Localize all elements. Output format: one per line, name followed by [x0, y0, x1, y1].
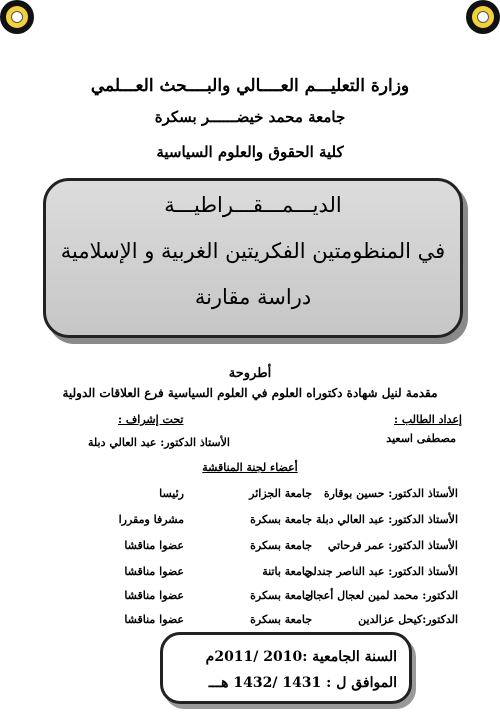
faculty-heading: كلية الحقوق والعلوم السياسية: [156, 143, 344, 161]
member-role: عضوا مناقشا: [124, 613, 184, 626]
member-university: جامعة بسكرة: [250, 613, 312, 626]
university-logo-right: [466, 0, 500, 34]
member-name: الأستاذ الدكتور: حسين بوقارة: [323, 487, 458, 500]
committee-row: [60, 513, 458, 533]
committee-row: [60, 613, 458, 633]
committee-row: [60, 539, 458, 559]
logo-center: [477, 11, 489, 23]
committee-row: [60, 487, 458, 507]
member-university: جامعة بسكرة: [250, 539, 312, 552]
member-name: الدكتور: محمد لمين لعجال أعجال: [305, 589, 458, 602]
member-name: الأستاذ الدكتور: عمر فرحاتي: [327, 539, 458, 552]
prepared-by-label: إعداد الطالب :: [393, 413, 462, 426]
student-name: مصطفى اسعيد: [386, 432, 456, 445]
supervisor-name: الأستاذ الدكتور: عبد العالي دبلة: [88, 436, 230, 449]
thesis-title-study: دراسة مقارنة: [194, 285, 312, 309]
academic-year-gregorian: السنة الجامعية :2010 /2011م: [205, 649, 397, 665]
member-role: عضوا مناقشا: [124, 565, 184, 578]
member-role: رئيسا: [159, 487, 184, 500]
academic-year-hijri: الموافق ل : 1431 /1432 هـــ: [208, 675, 397, 691]
university-logo-left: [0, 0, 34, 34]
member-role: مشرفا ومقررا: [118, 513, 184, 526]
thesis-title-sub: في المنظومتين الفكريتين الغربية و الإسلامية: [60, 239, 446, 263]
supervision-label: تحت إشراف :: [118, 413, 184, 426]
ministry-heading: وزارة التعليـــم العــــالي والبــــحث العـــلمي: [90, 76, 410, 96]
university-heading: جامعة محمد خيضــــــر بسكرة: [154, 108, 346, 126]
degree-statement: مقدمة لنيل شهادة دكتوراه العلوم في العلوم السياسية فرع العلاقات الدولية: [62, 386, 438, 400]
committee-row: [60, 589, 458, 609]
thesis-title-box: [43, 178, 463, 338]
academic-year-box: [160, 632, 412, 704]
thesis-label: أطروحة: [228, 366, 272, 381]
member-role: عضوا مناقشا: [124, 539, 184, 552]
member-university: جامعة بسكرة: [250, 513, 312, 526]
committee-heading: أعضاء لجنة المناقشة: [202, 461, 298, 474]
committee-row: [60, 565, 458, 585]
member-role: عضوا مناقشا: [124, 589, 184, 602]
thesis-title-main: الديـــمـــقـــراطيـــة: [164, 193, 342, 217]
member-name: الأستاذ الدكتور: عبد العالي دبلة: [316, 513, 458, 526]
member-university: جامعة باتنة: [262, 565, 312, 578]
logo-center: [11, 11, 23, 23]
member-name: الأستاذ الدكتور: عبد الناصر جندلي: [304, 565, 458, 578]
member-university: جامعة الجزائر: [249, 487, 312, 500]
member-university: جامعة بسكرة: [250, 589, 312, 602]
member-name: الدكتور:كيحل عزالدين: [358, 613, 458, 626]
